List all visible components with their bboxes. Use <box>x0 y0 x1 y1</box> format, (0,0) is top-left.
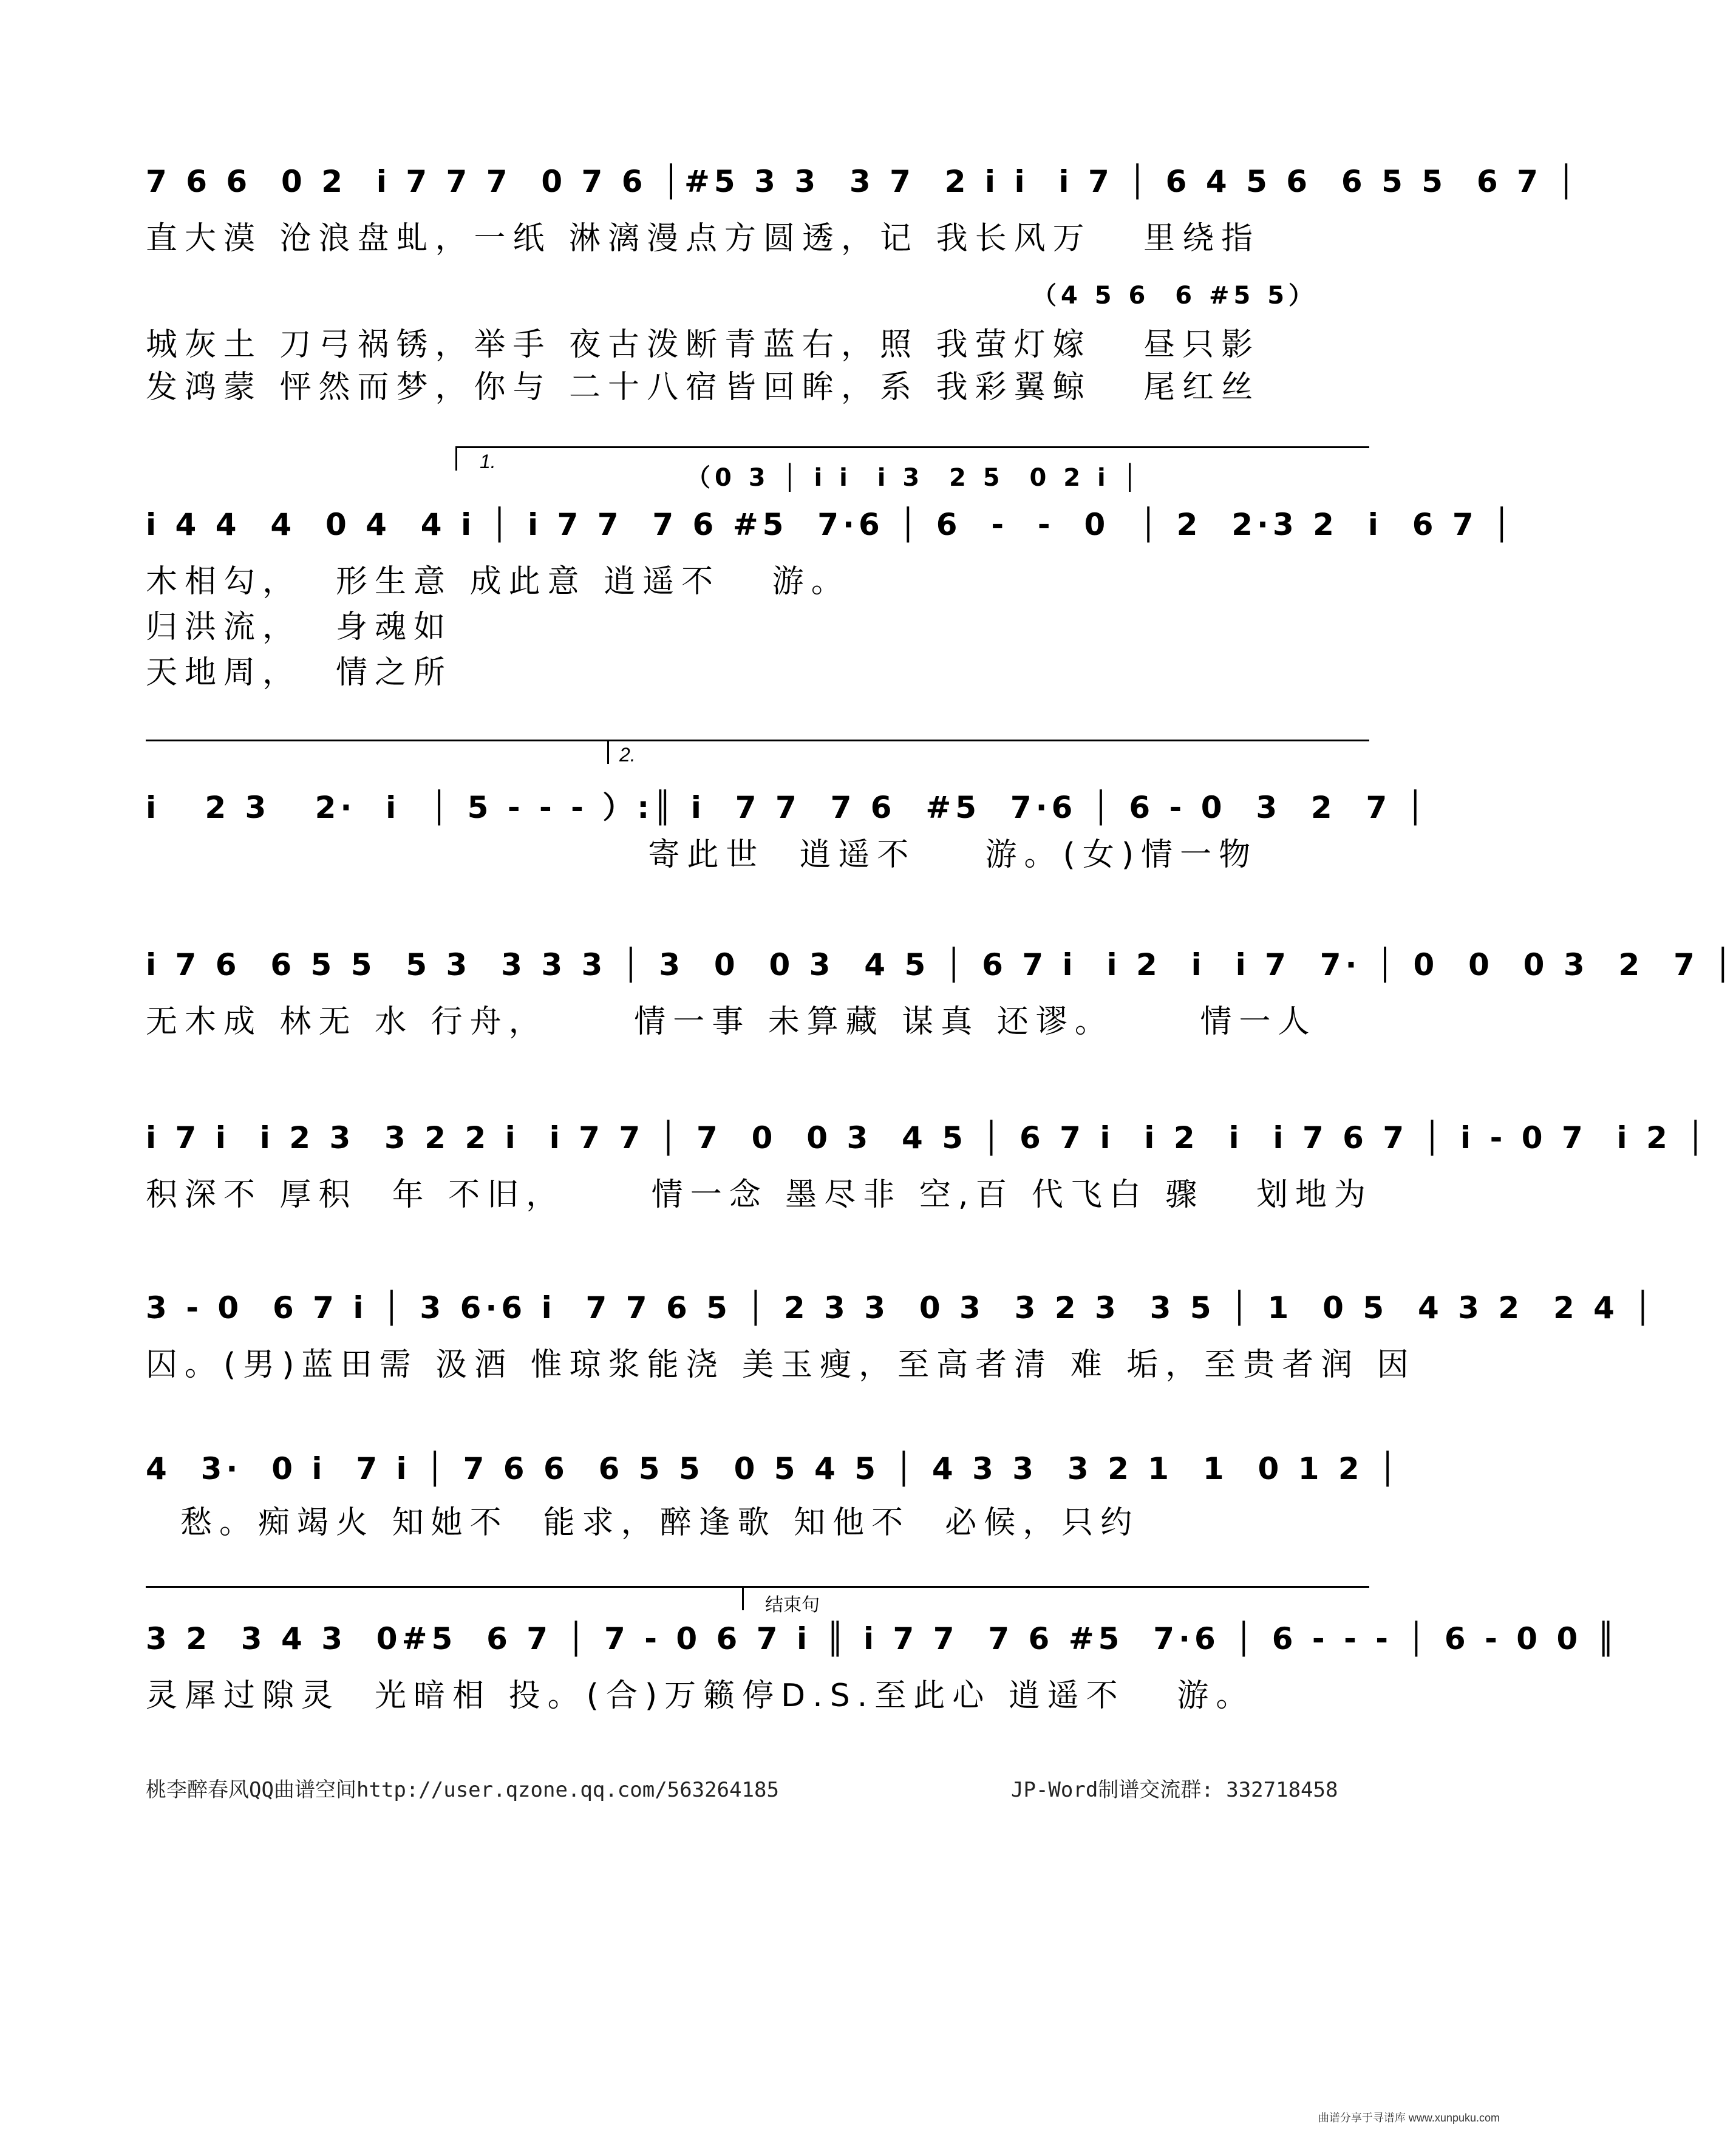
notes-line-7: 4 3· 0 i 7 i │ 7 6 6 6 5 5 0 5 4 5 │ 4 3 3 3 2 1 1 0 1 2 │ <box>146 1451 1401 1486</box>
volta-bracket-1 <box>455 446 457 471</box>
notes-line-1: 7 6 6 0 2 i 7 7 7 0 7 6 │#5 3 3 3 7 2 i i i 7 │ 6 4 5 6 6 5 5 6 7 │ <box>146 164 1580 199</box>
volta-label-1: 1. <box>480 451 496 472</box>
lyrics-1-v1: 直大漠 沧浪盘虬，一纸 淋漓漫点方圆透，记 我长风万 里绕指 <box>146 220 1261 257</box>
lyrics-2-v3: 天地周， 情之所 <box>146 655 453 691</box>
lyrics-1-v2: 城灰土 刀弓祸锈，举手 夜古泼断青蓝右，照 我萤灯嫁 昼只影 <box>146 327 1261 363</box>
lyrics-6-v1: 囚。(男)蓝田需 汲酒 惟琼浆能浇 美玉瘦，至高者清 难 垢，至贵者润 因 <box>146 1347 1416 1383</box>
volta-line-1 <box>455 446 1369 448</box>
notes-line-6: 3 - 0 6 7 i │ 3 6·6 i 7 7 6 5 │ 2 3 3 0 3 3 2 3 3 5 │ 1 0 5 4 3 2 2 4 │ <box>146 1290 1656 1325</box>
volta-label-2: 2. <box>619 744 636 766</box>
lyrics-5-v1: 积深不 厚积 年 不旧， 情一念 墨尽非 空,百 代飞白 骤 划地为 <box>146 1177 1373 1213</box>
coda-label: 结束句 <box>765 1595 820 1615</box>
notes-line-8: 3 2 3 4 3 0#5 6 7 │ 7 - 0 6 7 i ║ i 7 7 7 6 #5 7·6 │ 6 - - - │ 6 - 0 0 ║ <box>146 1621 1619 1656</box>
volta-line-2 <box>146 740 1369 741</box>
footer-left: 桃李醉春风QQ曲谱空间http://user.qzone.qq.com/563264185 <box>146 1778 779 1802</box>
notes-line-3: i 2 3 2· i │ 5 - - - ）:║ i 7 7 7 6 #5 7·6 │ 6 - 0 3 2 7 │ <box>146 790 1429 825</box>
notes-line-4: i 7 6 6 5 5 5 3 3 3 3 │ 3 0 0 3 4 5 │ 6 7 i i 2 i i 7 7· │ 0 0 0 3 2 7 │ <box>146 947 1736 982</box>
aux-notes-1: （4 5 6 6 #5 5） <box>1032 282 1318 310</box>
lyrics-2-v1: 木相勾， 形生意 成此意 逍遥不 游。 <box>146 563 850 600</box>
footer-right: JP-Word制谱交流群: 332718458 <box>1011 1778 1338 1802</box>
watermark: 曲谱分享于寻谱库 www.xunpuku.com <box>1318 2112 1500 2124</box>
aux-notes-2: （0 3 │ i i i 3 2 5 0 2 i │ <box>686 464 1142 492</box>
coda-bracket <box>742 1586 744 1610</box>
lyrics-7-v1: 愁。痴竭火 知她不 能求，醉逢歌 知他不 必候，只约 <box>146 1505 1140 1541</box>
notes-line-5: i 7 i i 2 3 3 2 2 i i 7 7 │ 7 0 0 3 4 5 │ 6 7 i i 2 i i 7 6 7 │ i - 0 7 i 2 │ <box>146 1120 1709 1155</box>
lyrics-1-v3: 发鸿蒙 怦然而梦，你与 二十八宿皆回眸，系 我彩翼鲸 尾红丝 <box>146 369 1261 406</box>
lyrics-3-v1: 寄此世 逍遥不 游。(女)情一物 <box>146 837 1258 873</box>
notes-line-2: i 4 4 4 0 4 4 i │ i 7 7 7 6 #5 7·6 │ 6 - - 0 │ 2 2·3 2 i 6 7 │ <box>146 507 1516 542</box>
lyrics-8-v1: 灵犀过隙灵 光暗相 投。(合)万籁停D.S.至此心 逍遥不 游。 <box>146 1678 1255 1714</box>
volta-bracket-2 <box>607 740 609 764</box>
coda-line <box>146 1586 1369 1588</box>
lyrics-2-v2: 归洪流， 身魂如 <box>146 609 453 645</box>
lyrics-4-v1: 无木成 林无 水 行舟， 情一事 未算藏 谋真 还谬。 情一人 <box>146 1004 1317 1040</box>
